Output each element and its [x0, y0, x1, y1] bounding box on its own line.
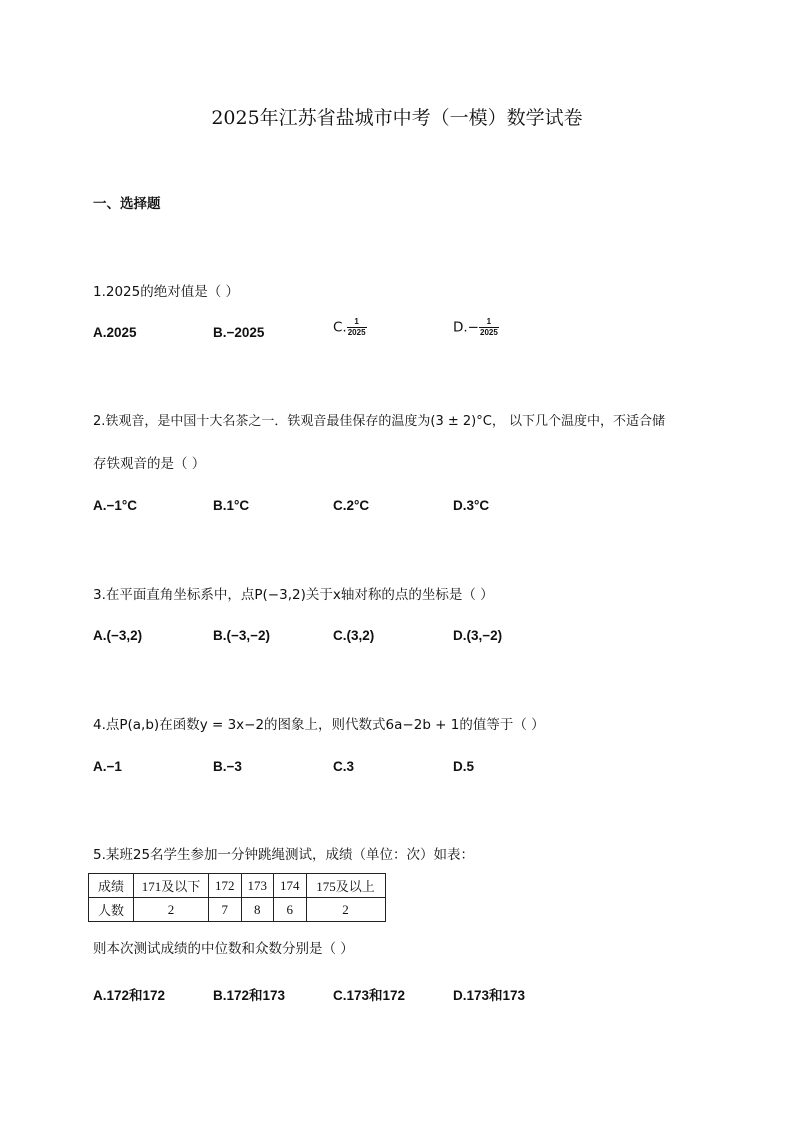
fraction-denominator: 2025 — [347, 328, 366, 337]
question-2-stem-line1: 2.铁观音，是中国十大名茶之一．铁观音最佳保存的温度为(3 ± 2)°C， 以下几个温度中，不适合储 — [93, 414, 665, 429]
q2-option-a: A.−1°C — [93, 498, 138, 513]
fraction-numerator: 1 — [347, 318, 367, 328]
q5-option-a: A.172和172 — [93, 988, 166, 1003]
q1-option-c-fraction — [347, 318, 367, 337]
q5-option-b: B.172和173 — [213, 988, 286, 1003]
q4-option-b: B.−3 — [213, 759, 242, 774]
table-header-cell: 172 — [209, 874, 242, 898]
table-cell: 2 — [134, 898, 209, 922]
question-5-prompt: 则本次测试成绩的中位数和众数分别是（ ） — [93, 941, 354, 957]
q2-option-d: D.3°C — [453, 498, 490, 513]
table-row — [89, 898, 386, 922]
q5-option-c: C.173和172 — [333, 988, 406, 1003]
q3-option-b: B.(−3,−2) — [213, 628, 271, 643]
score-table — [88, 873, 386, 922]
table-cell: 6 — [274, 898, 307, 922]
q1-option-a: A.2025 — [93, 325, 137, 340]
q3-option-a: A.(−3,2) — [93, 628, 143, 643]
q5-option-d: D.173和173 — [453, 988, 526, 1003]
q3-option-c: C.(3,2) — [333, 628, 375, 643]
question-3-stem: 3.在平面直角坐标系中，点P(−3,2)关于x轴对称的点的坐标是（ ） — [93, 587, 494, 603]
table-header-cell: 成绩 — [89, 874, 134, 898]
q2-option-b: B.1°C — [213, 498, 250, 513]
q4-option-a: A.−1 — [93, 759, 122, 774]
table-cell: 8 — [241, 898, 274, 922]
exam-title: 2025年江苏省盐城市中考（一模）数学试卷 — [211, 107, 583, 129]
q3-option-d: D.(3,−2) — [453, 628, 503, 643]
table-row — [89, 874, 386, 898]
q1-option-c-prefix: C. — [333, 319, 347, 336]
question-2-stem-line2: 存铁观音的是（ ） — [93, 456, 206, 472]
q2-option-c: C.2°C — [333, 498, 370, 513]
table-header-cell: 174 — [274, 874, 307, 898]
table-header-cell: 171及以下 — [134, 874, 209, 898]
table-cell: 7 — [209, 898, 242, 922]
fraction-numerator: 1 — [479, 318, 499, 328]
table-cell: 人数 — [89, 898, 134, 922]
q1-option-d-prefix: D.− — [453, 319, 479, 336]
section-heading: 一、选择题 — [93, 196, 161, 212]
question-1-stem: 1.2025的绝对值是（ ） — [93, 284, 240, 300]
fraction-denominator: 2025 — [480, 328, 498, 337]
q1-option-b: B.−2025 — [213, 325, 265, 340]
q1-option-d-fraction — [479, 318, 499, 337]
table-header-cell: 175及以上 — [306, 874, 385, 898]
question-4-stem: 4.点P(a,b)在函数y = 3x−2的图象上，则代数式6a−2b + 1的值等于（ ） — [93, 717, 545, 733]
table-cell: 2 — [306, 898, 385, 922]
q4-option-c: C.3 — [333, 759, 355, 774]
q4-option-d: D.5 — [453, 759, 475, 774]
q1-option-d — [453, 318, 499, 337]
question-5-stem: 5.某班25名学生参加一分钟跳绳测试，成绩（单位：次）如表： — [93, 847, 475, 863]
q1-option-c — [333, 318, 367, 337]
table-header-cell: 173 — [241, 874, 274, 898]
